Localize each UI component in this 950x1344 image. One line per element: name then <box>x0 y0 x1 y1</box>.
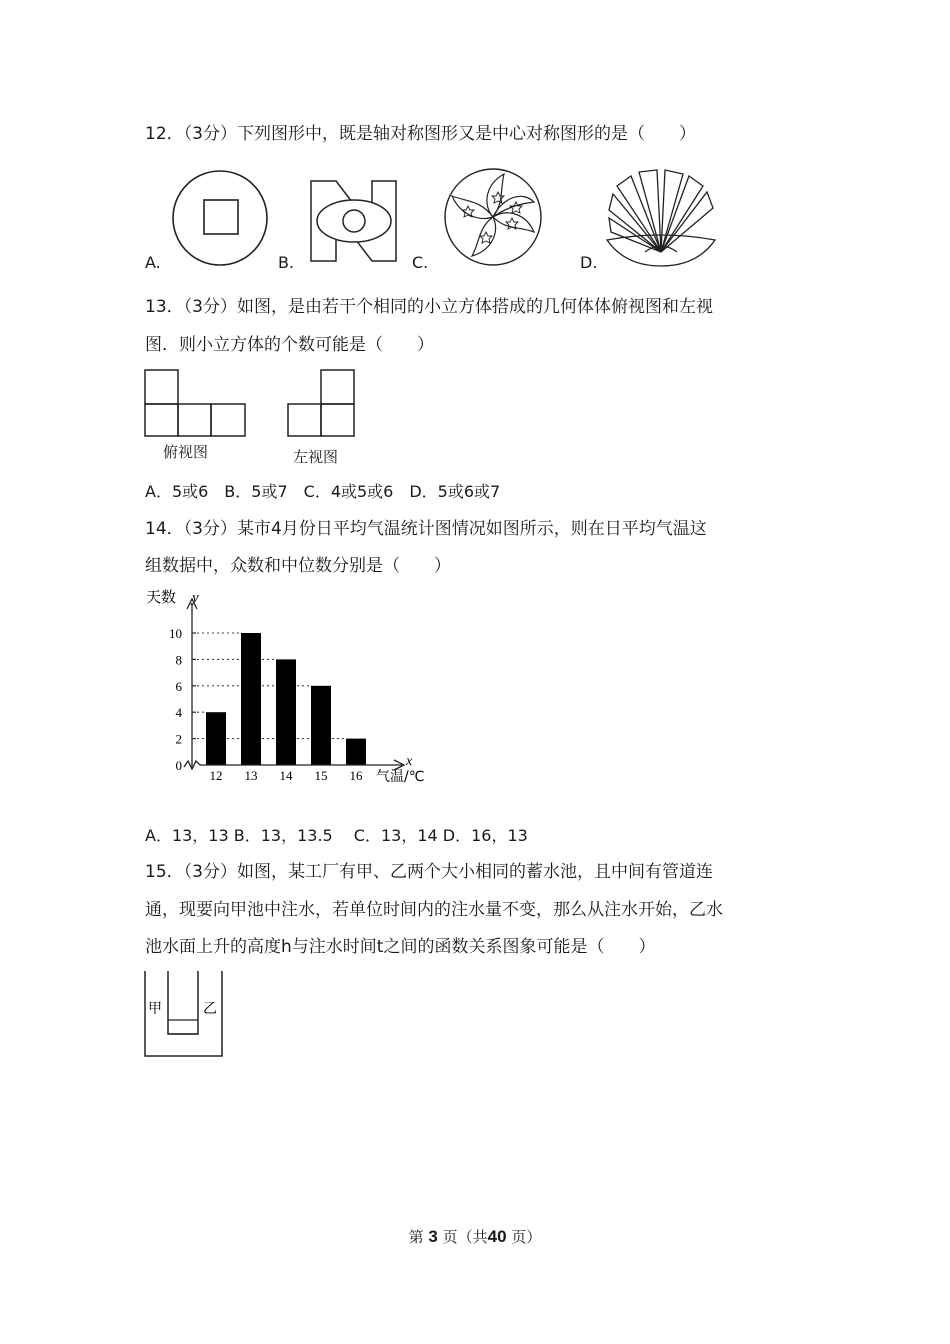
circle-with-square-figure <box>170 168 270 268</box>
bar <box>311 686 331 765</box>
q12-option-d-label: D. <box>580 253 598 272</box>
bar <box>276 659 296 765</box>
q14-answers: A．13，13 B．13，13.5 C．13，14 D．16，13 <box>145 826 528 845</box>
x-tick-label: 16 <box>349 768 363 783</box>
q12-option-c-label: C. <box>412 253 429 272</box>
footer-middle: 页（共 <box>442 1228 488 1246</box>
connected-pools-figure <box>142 968 226 1060</box>
bauhinia-flower-figure <box>442 166 544 268</box>
left-view-label: 左视图 <box>293 448 339 466</box>
footer-page-number: 3 <box>428 1227 438 1246</box>
y-tick-label: 6 <box>175 678 182 694</box>
letter-n-eye-figure <box>308 178 400 264</box>
pool-b-label: 乙 <box>203 1001 217 1017</box>
q15-stem-line-3: 池水面上升的高度h与注水时间t之间的函数关系图象可能是（ ） <box>145 937 656 957</box>
q13-stem-line-1: 13．（3分）如图，是由若干个相同的小立方体搭成的几何体体俯视图和左视 <box>145 297 713 317</box>
x-axis-symbol: x <box>406 754 413 769</box>
pool-a-label: 甲 <box>148 1001 162 1017</box>
top-view-grid <box>143 368 249 440</box>
x-tick-label: 13 <box>244 768 258 783</box>
q13-answers: A．5或6 B．5或7 C．4或5或6 D．5或6或7 <box>145 482 501 501</box>
bar <box>206 712 226 765</box>
y-tick-label: 8 <box>175 652 182 668</box>
y-axis-label: 天数 <box>146 588 177 606</box>
page-footer <box>0 1226 950 1247</box>
bar <box>346 739 366 765</box>
y-tick-label: 2 <box>175 731 182 747</box>
bar <box>241 633 261 765</box>
x-tick-label: 14 <box>279 768 293 783</box>
y-axis-symbol: y <box>192 590 199 606</box>
q12-stem: 12．（3分）下列图形中，既是轴对称图形又是中心对称图形的是（ ） <box>145 124 696 144</box>
q12-option-a-label: A. <box>145 253 161 272</box>
left-view-grid <box>286 368 358 440</box>
y-tick-label: 10 <box>169 626 182 641</box>
y-tick-label: 0 <box>175 758 182 773</box>
q14-stem-line-2: 组数据中，众数和中位数分别是（ ） <box>145 556 451 576</box>
temperature-bar-chart <box>140 585 450 790</box>
fan-shape-figure <box>605 166 717 270</box>
q15-stem-line-1: 15．（3分）如图，某工厂有甲、乙两个大小相同的蓄水池，且中间有管道连 <box>145 862 713 882</box>
q14-stem-line-1: 14．（3分）某市4月份日平均气温统计图情况如图所示，则在日平均气温这 <box>145 519 707 539</box>
q13-stem-line-2: 图．则小立方体的个数可能是（ ） <box>145 335 434 355</box>
x-tick-label: 15 <box>314 768 328 783</box>
x-axis-label: 气温/℃ <box>376 769 425 785</box>
q15-stem-line-2: 通，现要向甲池中注水，若单位时间内的注水量不变，那么从注水开始，乙水 <box>145 900 723 920</box>
footer-prefix: 第 <box>408 1228 424 1246</box>
x-tick-label: 12 <box>209 768 223 783</box>
footer-suffix: 页） <box>511 1228 542 1246</box>
y-tick-label: 4 <box>175 705 182 721</box>
q12-option-b-label: B. <box>278 253 295 272</box>
top-view-label: 俯视图 <box>163 443 209 461</box>
footer-total-pages: 40 <box>487 1227 507 1246</box>
